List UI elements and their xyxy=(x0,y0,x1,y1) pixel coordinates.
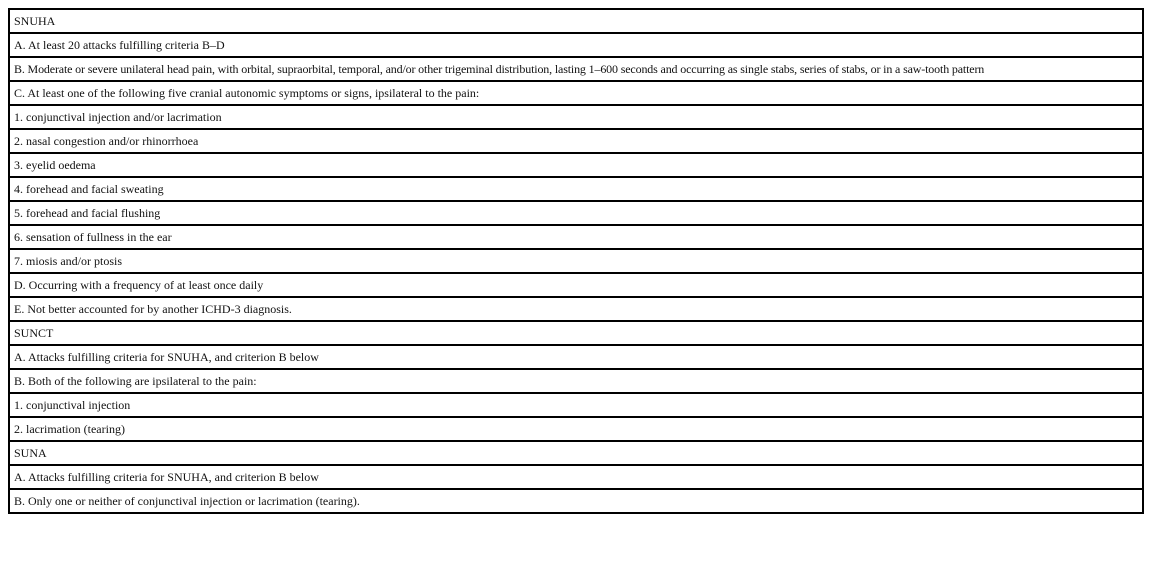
table-row xyxy=(9,249,1143,273)
table-cell: 4. forehead and facial sweating xyxy=(9,177,1143,201)
table-row xyxy=(9,441,1143,465)
table-cell: 5. forehead and facial flushing xyxy=(9,201,1143,225)
table-cell: 6. sensation of fullness in the ear xyxy=(9,225,1143,249)
table-cell: C. At least one of the following five cranial autonomic symptoms or signs, ipsilateral to the pain: xyxy=(9,81,1143,105)
table-row xyxy=(9,417,1143,441)
table-cell: 2. lacrimation (tearing) xyxy=(9,417,1143,441)
criteria-table xyxy=(8,8,1144,514)
table-row xyxy=(9,489,1143,513)
table-cell: E. Not better accounted for by another ICHD-3 diagnosis. xyxy=(9,297,1143,321)
section-heading-sunct: SUNCT xyxy=(9,321,1143,345)
table-row xyxy=(9,465,1143,489)
table-cell: A. Attacks fulfilling criteria for SNUHA, and criterion B below xyxy=(9,465,1143,489)
table-row xyxy=(9,273,1143,297)
table-row xyxy=(9,153,1143,177)
table-row xyxy=(9,81,1143,105)
table-cell: A. Attacks fulfilling criteria for SNUHA, and criterion B below xyxy=(9,345,1143,369)
table-cell: B. Moderate or severe unilateral head pain, with orbital, supraorbital, temporal, and/or other trigeminal distribution, lasting 1–600 seconds and occurring as single stabs, series of stabs, or in a saw-tooth pattern xyxy=(9,57,1143,81)
table-row xyxy=(9,201,1143,225)
table-row xyxy=(9,57,1143,81)
table-cell: A. At least 20 attacks fulfilling criteria B–D xyxy=(9,33,1143,57)
table-row xyxy=(9,321,1143,345)
table-row xyxy=(9,369,1143,393)
table-row xyxy=(9,393,1143,417)
table-cell: B. Only one or neither of conjunctival injection or lacrimation (tearing). xyxy=(9,489,1143,513)
table-row xyxy=(9,225,1143,249)
table-cell: 1. conjunctival injection and/or lacrimation xyxy=(9,105,1143,129)
section-heading-suna: SUNA xyxy=(9,441,1143,465)
table-cell: 1. conjunctival injection xyxy=(9,393,1143,417)
table-cell: D. Occurring with a frequency of at least once daily xyxy=(9,273,1143,297)
table-cell: 2. nasal congestion and/or rhinorrhoea xyxy=(9,129,1143,153)
table-row xyxy=(9,33,1143,57)
table-row xyxy=(9,9,1143,33)
section-heading-snuha: SNUHA xyxy=(9,9,1143,33)
table-row xyxy=(9,345,1143,369)
table-row xyxy=(9,129,1143,153)
table-row xyxy=(9,105,1143,129)
table-cell: B. Both of the following are ipsilateral to the pain: xyxy=(9,369,1143,393)
table-cell: 7. miosis and/or ptosis xyxy=(9,249,1143,273)
table-row xyxy=(9,297,1143,321)
table-cell: 3. eyelid oedema xyxy=(9,153,1143,177)
table-row xyxy=(9,177,1143,201)
